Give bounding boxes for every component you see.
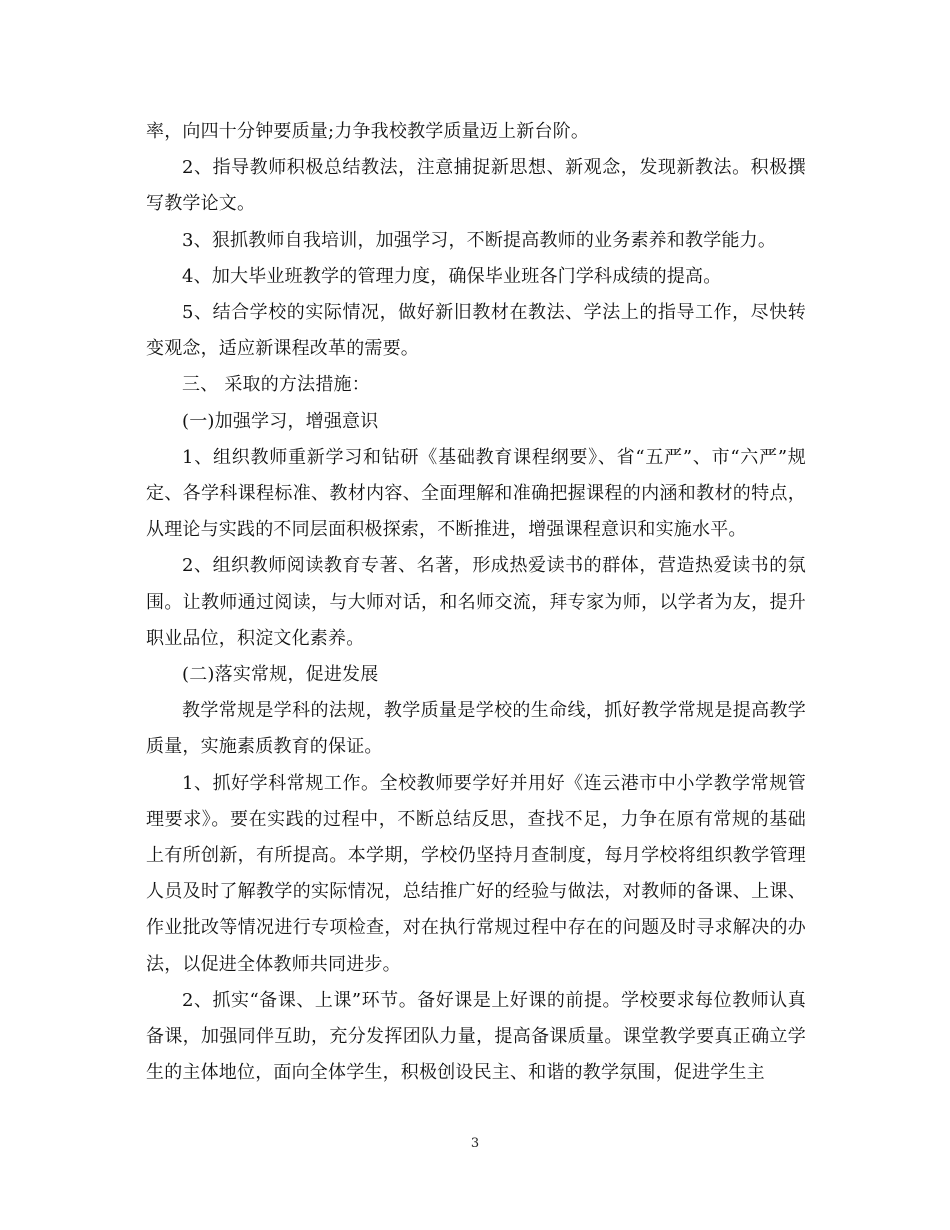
paragraph-study-2: 2、组织教师阅读教育专著、名著，形成热爱读书的群体，营造热爱读书的氛围。让教师通过阅读，与大师对话，和名师交流，拜专家为师，以学者为友，提升职业品位，积淀文化素养。 — [146, 555, 806, 649]
page-number: 3 — [470, 1136, 480, 1151]
section-heading-methods: 三、 采取的方法措施： — [182, 374, 370, 396]
paragraph-routine-2: 2、抓实“备课、上课”环节。备好课是上好课的前提。学校要求每位教师认真备课，加强同伴互助，充分发挥团队力量，提高备课质量。课堂教学要真正确立学生的主体地位，面向全体学生，积极创设民主、和谐的教学氛围，促进学生主 — [146, 989, 806, 1084]
paragraph-routine-1: 1、抓好学科常规工作。全校教师要学好并用好《连云港市中小学教学常规管理要求》。要在实践的过程中，不断总结反思，查找不足，力争在原有常规的基础上有所创新，有所提高。本学期，学校仍坚持月查制度，每月学校将组织教学管理人员及时了解教学的实际情况，总结推广好的经验与做法，对教师的备课、上课、作业批改等情况进行专项检查，对在执行常规过程中存在的问题及时寻求解决的办法，以促进全体教师共同进步。 — [146, 772, 806, 975]
subsection-heading-study: (一)加强学习，增强意识 — [182, 410, 379, 432]
paragraph-continuation: 率，向四十分钟要质量;力争我校教学质量迈上新台阶。 — [146, 121, 590, 142]
paragraph-study-1: 1、组织教师重新学习和钻研《基础教育课程纲要》、省“五严”、市“六严”规定、各学科课程标准、教材内容、全面理解和准确把握课程的内涵和教材的特点，从理论与实践的不同层面积极探索，不断推进，增强课程意识和实施水平。 — [146, 446, 806, 541]
paragraph-item-5: 5、结合学校的实际情况，做好新旧教材在教法、学法上的指导工作，尽快转变观念，适应新课程改革的需要。 — [146, 302, 806, 360]
subsection-heading-routine: (二)落实常规，促进发展 — [182, 664, 379, 686]
paragraph-item-4: 4、加大毕业班教学的管理力度，确保毕业班各门学科成绩的提高。 — [182, 265, 722, 287]
paragraph-routine-intro: 教学常规是学科的法规，教学质量是学校的生命线，抓好教学常规是提高教学质量，实施素质教育的保证。 — [146, 700, 806, 758]
paragraph-item-3: 3、狠抓教师自我培训，加强学习，不断提高教师的业务素养和教学能力。 — [182, 229, 777, 251]
document-body — [146, 114, 806, 1091]
paragraph-item-2: 2、指导教师积极总结教法，注意捕捉新思想、新观念，发现新教法。积极撰写教学论文。 — [146, 157, 806, 215]
